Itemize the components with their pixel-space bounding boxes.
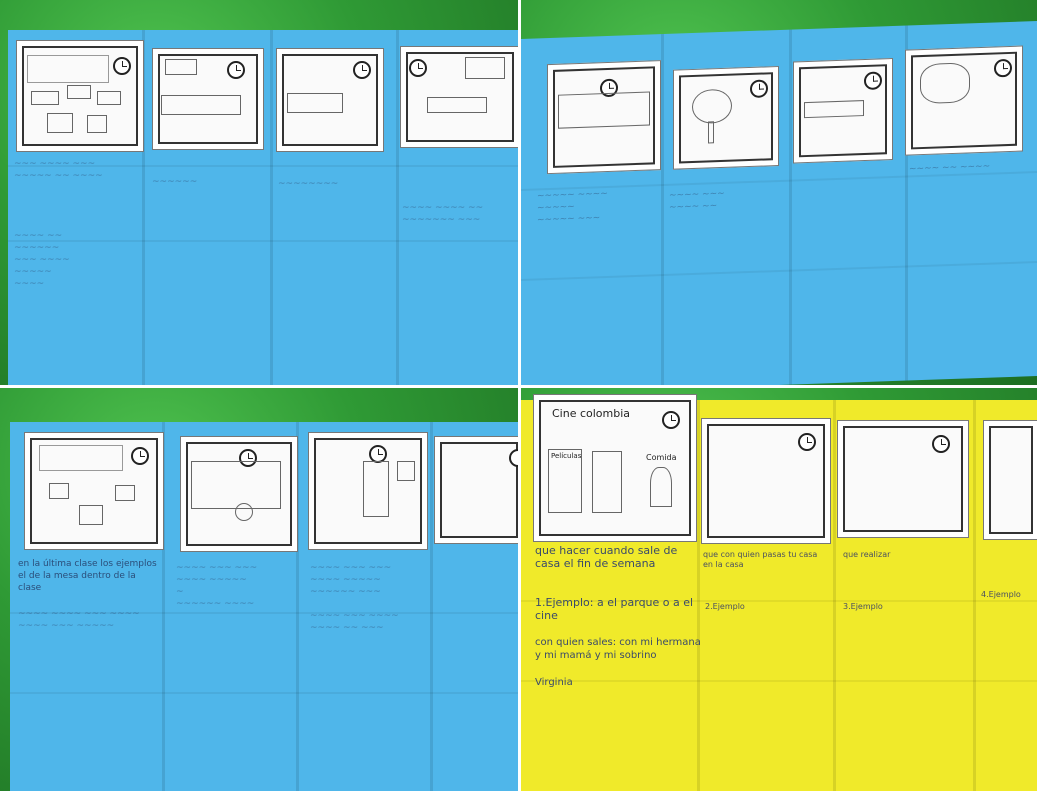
clock-icon [227, 61, 245, 79]
park-tree-panel [673, 66, 779, 170]
yellow-foldable-sheet [521, 400, 1037, 791]
door-sketch [592, 451, 622, 513]
blank-panel [837, 420, 969, 538]
blank-panel [434, 436, 518, 544]
handwritten-note: en la última clase los ejemplos el de la mesa dentro de la clase [18, 559, 157, 593]
tree-panel [905, 45, 1023, 155]
blue-foldable-sheet [10, 422, 518, 791]
handwritten-note: que con quien pasas tu casa en la casa [703, 550, 818, 569]
house-entrance-panel [308, 432, 428, 550]
reception-panel [276, 48, 384, 152]
food-label: Comida [646, 453, 677, 462]
photo-bottom-right [521, 388, 1037, 791]
clock-icon [662, 411, 680, 429]
blank-panel [983, 420, 1037, 540]
classroom-panel [24, 432, 164, 550]
handwritten-note: ~~~~ ~~ ~~~~ [909, 161, 991, 175]
classroom-panel [793, 58, 893, 163]
classroom-panel [16, 40, 144, 152]
handwritten-note: 2.Ejemplo [705, 602, 745, 611]
handwritten-note: ~~~ ~~~~ ~~~ ~~~~~ ~~ ~~~~ [14, 159, 103, 181]
cafeteria-panel [400, 46, 518, 148]
handwritten-note: ~~~~ ~~~ ~~~ ~~~~ ~~~~~ ~ ~~~~~~ ~~~~ [176, 563, 258, 609]
handwritten-note: con quien sales: con mi hermana y mi mamá y mi sobrino [535, 637, 701, 661]
character-sketch [650, 467, 672, 507]
handwritten-note: 1.Ejemplo: a el parque o a el cine [535, 596, 694, 622]
clock-icon [409, 59, 427, 77]
handwritten-note: ~~~~~~ [152, 177, 198, 187]
handwritten-note: ~~~~ ~~~ ~~~ ~~~~ ~~~~~ ~~~~~~ ~~~ ~~~~ ~~~ ~~~~ ~~~~ ~~ ~~~ [310, 563, 399, 633]
photo-bottom-left [0, 388, 518, 791]
handwritten-note: que realizar [843, 550, 891, 559]
blank-panel [701, 418, 831, 544]
blue-foldable-sheet [8, 30, 518, 385]
handwritten-note: que hacer cuando sale de casa el fin de semana [535, 544, 678, 570]
blue-foldable-sheet [521, 21, 1037, 385]
handwritten-note: ~~~~~ ~~~~ ~~~~~ ~~~~~ ~~~ [537, 188, 608, 226]
handwritten-note: ~~~~~~~~ [278, 179, 339, 189]
photo-top-right [521, 0, 1037, 385]
office-panel [152, 48, 264, 150]
movies-sign: Películas [548, 449, 582, 513]
school-bus-panel [180, 436, 298, 552]
clock-icon [131, 447, 149, 465]
clock-icon [798, 433, 816, 451]
handwritten-note: ~~~~ ~~ ~~~~~~ ~~~ ~~~~ ~~~~~ ~~~~ [14, 231, 70, 289]
handwritten-note: ~~~~ ~~~~ ~~ ~~~~~~~ ~~~ [402, 203, 484, 225]
panel-title: Cine colombia [552, 407, 631, 420]
handwritten-note: 3.Ejemplo [843, 602, 883, 611]
photo-top-left [0, 0, 518, 385]
handwritten-note: ~~~~ ~~~~ ~~~ ~~~~ ~~~~ ~~~ ~~~~~ [18, 609, 140, 631]
clock-icon [353, 61, 371, 79]
handwritten-note: ~~~~ ~~~ ~~~~ ~~ [669, 188, 725, 213]
cinema-panel [533, 394, 697, 542]
clock-icon [113, 57, 131, 75]
clock-icon [932, 435, 950, 453]
handwritten-note: 4.Ejemplo [981, 590, 1021, 599]
playground-panel [547, 60, 661, 174]
handwritten-note: Virginia [535, 677, 573, 688]
